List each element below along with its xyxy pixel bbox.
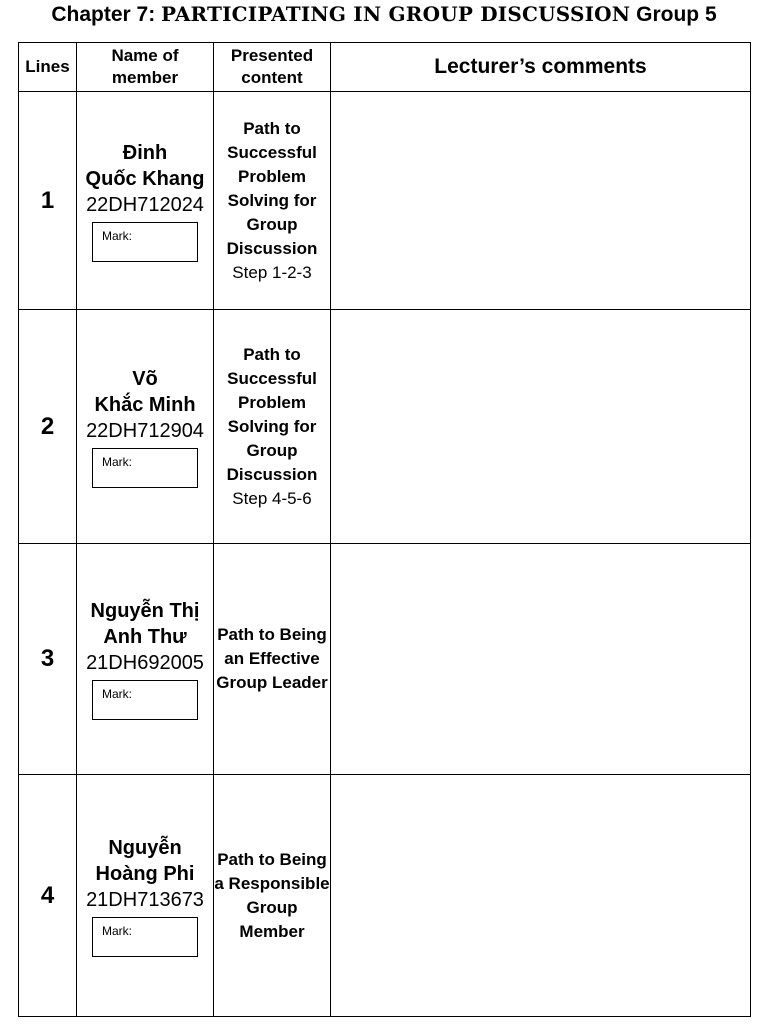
content-step: Step 1-2-3: [232, 262, 312, 282]
header-row: [19, 43, 751, 92]
line-number: 4: [19, 775, 77, 1017]
presented-content: Path to Being a Responsible Group Member: [214, 849, 330, 941]
document-title: [0, 2, 768, 27]
member-name: [83, 366, 208, 418]
chapter-label: Chapter 7:: [51, 3, 156, 26]
content-cell: [214, 775, 331, 1017]
content-cell: [214, 544, 331, 775]
member-name-last: Khắc Minh: [94, 393, 196, 416]
member-name-first: Võ: [132, 367, 158, 390]
lecturer-comment-cell[interactable]: [331, 92, 751, 310]
mark-box[interactable]: [92, 680, 198, 720]
evaluation-table: [18, 42, 751, 1017]
content-cell: [214, 92, 331, 310]
student-id: 21DH713673: [86, 888, 204, 911]
member-name-first: Nguyễn: [108, 836, 182, 859]
table-row: [19, 544, 751, 775]
mark-box[interactable]: [92, 917, 198, 957]
content-cell: [214, 310, 331, 544]
lecturer-comment-cell[interactable]: [331, 544, 751, 775]
member-name-last: Quốc Khang: [85, 167, 205, 190]
lecturer-comment-cell[interactable]: [331, 775, 751, 1017]
member-name-last: Hoàng Phi: [95, 862, 195, 885]
student-id: 21DH692005: [86, 652, 204, 674]
mark-label: Mark:: [102, 228, 132, 243]
line-number: 3: [19, 544, 77, 775]
mark-box[interactable]: [92, 222, 198, 262]
member-name: [83, 598, 208, 650]
presented-content: Path to Successful Problem Solving for Group Discussion: [226, 118, 318, 258]
line-number: 2: [19, 310, 77, 544]
member-cell: [77, 310, 214, 544]
column-header-lines: Lines: [19, 43, 77, 92]
mark-label: Mark:: [102, 923, 132, 938]
mark-label: Mark:: [102, 454, 132, 469]
column-header-content: Presented content: [214, 43, 331, 92]
member-name: [83, 835, 208, 887]
member-cell: [77, 544, 214, 775]
member-name-last: Anh Thư: [103, 626, 187, 648]
table-row: [19, 310, 751, 544]
member-name-first: Nguyễn Thị: [90, 600, 200, 622]
mark-label: Mark:: [102, 687, 132, 701]
member-cell: [77, 775, 214, 1017]
content-step: Step 4-5-6: [232, 488, 312, 508]
member-cell: [77, 92, 214, 310]
column-header-member: Name of member: [77, 43, 214, 92]
presented-content: Path to Being an Effective Group Leader: [216, 625, 328, 692]
presented-content: Path to Successful Problem Solving for Group Discussion: [226, 344, 318, 484]
student-id: 22DH712904: [86, 419, 204, 442]
line-number: 1: [19, 92, 77, 310]
member-name: [83, 140, 208, 192]
chapter-topic: PARTICIPATING IN GROUP DISCUSSION: [161, 2, 631, 26]
lecturer-comment-cell[interactable]: [331, 310, 751, 544]
member-name-first: Đinh: [122, 141, 168, 164]
table-row: [19, 775, 751, 1017]
column-header-comments: Lecturer’s comments: [331, 43, 751, 92]
group-label: Group 5: [636, 3, 717, 26]
table-row: [19, 92, 751, 310]
mark-box[interactable]: [92, 448, 198, 488]
student-id: 22DH712024: [86, 193, 204, 216]
